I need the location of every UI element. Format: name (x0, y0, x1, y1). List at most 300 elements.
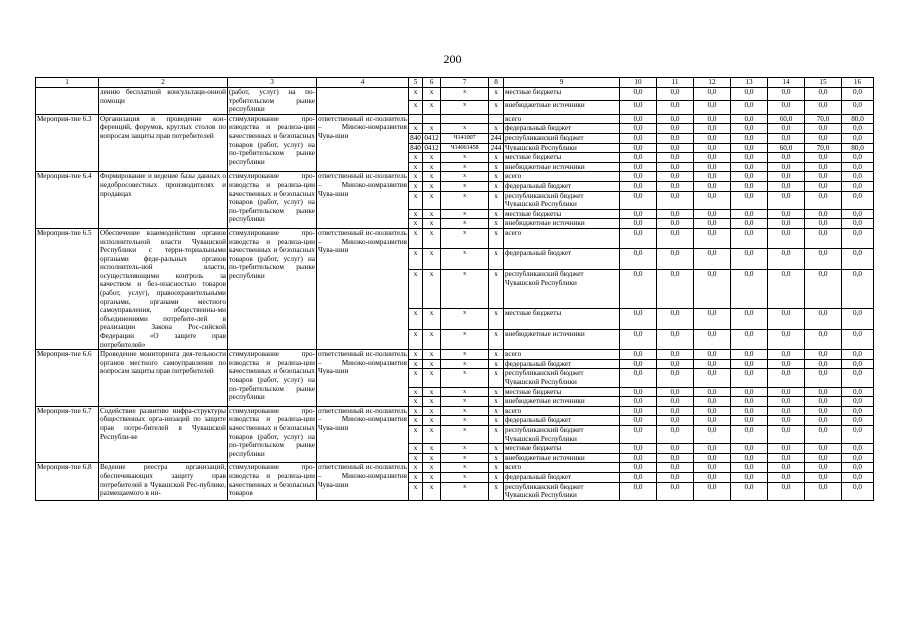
cell-expense-code: x (489, 88, 504, 101)
cell-funding-source: внебюджетные источники (504, 397, 620, 407)
cell-amount-14: 60,0 (768, 143, 805, 153)
cell-amount-11: 0,0 (657, 209, 694, 219)
cell-expense-code: x (489, 124, 504, 134)
cell-amount-12: 0,0 (694, 369, 731, 387)
event-goal: стимулирование про-изводства и реализа-ции качественных и безопасных товаров (работ, услуг) на по-требительском рынке республики (228, 350, 317, 407)
cell-admin-code: x (409, 209, 423, 219)
cell-amount-16: 0,0 (842, 472, 874, 482)
cell-amount-10: 0,0 (620, 172, 657, 182)
cell-amount-15: 0,0 (805, 387, 842, 397)
cell-amount-14: 0,0 (768, 219, 805, 229)
cell-target-code: x (441, 309, 489, 330)
cell-amount-12: 0,0 (694, 143, 731, 153)
cell-admin-code: x (409, 219, 423, 229)
cell-target-code (441, 114, 489, 124)
event-label-cont (36, 88, 99, 115)
cell-admin-code (409, 114, 423, 124)
cell-funding-source: всего (504, 463, 620, 473)
cell-amount-12: 0,0 (694, 162, 731, 172)
cell-admin-code: x (409, 472, 423, 482)
cell-section-code: x (423, 416, 441, 426)
cell-amount-14: 0,0 (768, 472, 805, 482)
cell-amount-10: 0,0 (620, 228, 657, 249)
cell-expense-code: x (489, 162, 504, 172)
cell-amount-10: 0,0 (620, 416, 657, 426)
cell-target-code: x (441, 463, 489, 473)
cell-expense-code: x (489, 359, 504, 369)
cell-amount-11: 0,0 (657, 329, 694, 350)
cell-amount-15: 0,0 (805, 309, 842, 330)
cell-amount-10: 0,0 (620, 88, 657, 101)
cell-target-code: x (441, 329, 489, 350)
cell-section-code: x (423, 209, 441, 219)
cell-section-code: x (423, 397, 441, 407)
cell-target-code: x (441, 249, 489, 270)
cell-amount-14: 0,0 (768, 425, 805, 443)
cell-amount-16: 0,0 (842, 162, 874, 172)
cell-section-code: x (423, 228, 441, 249)
cell-section-code: x (423, 309, 441, 330)
cell-amount-15: 0,0 (805, 350, 842, 360)
cell-expense-code: x (489, 387, 504, 397)
header-col-12: 12 (694, 78, 731, 88)
cell-amount-12: 0,0 (694, 416, 731, 426)
cell-amount-12: 0,0 (694, 133, 731, 143)
cell-amount-16: 0,0 (842, 397, 874, 407)
cell-target-code: Ч141007 (441, 133, 489, 143)
event-responsible: ответственный ис-полнитель – Минэко-номразвития Чува-шии (317, 114, 409, 172)
cell-amount-16: 0,0 (842, 359, 874, 369)
cell-amount-10: 0,0 (620, 472, 657, 482)
cell-amount-12: 0,0 (694, 397, 731, 407)
cell-amount-10: 0,0 (620, 114, 657, 124)
cell-expense-code: x (489, 153, 504, 163)
cell-amount-10: 0,0 (620, 387, 657, 397)
cell-admin-code: 840 (410, 143, 421, 152)
cell-admin-code: x (409, 359, 423, 369)
cell-amount-15: 0,0 (805, 153, 842, 163)
cell-admin-code: x (409, 329, 423, 350)
cell-amount-16: 0,0 (842, 463, 874, 473)
cell-amount-12: 0,0 (694, 406, 731, 416)
cell-amount-12: 0,0 (694, 463, 731, 473)
cell-section-code: x (423, 463, 441, 473)
cell-amount-16: 0,0 (842, 350, 874, 360)
cell-amount-12: 0,0 (694, 124, 731, 134)
cell-amount-15: 0,0 (805, 406, 842, 416)
cell-amount-15: 0,0 (805, 359, 842, 369)
cell-amount-14: 0,0 (768, 88, 805, 101)
cell-amount-16: 0,0 (842, 453, 874, 463)
event-responsible: ответственный ис-полнитель – Минэко-номразвития Чува-шии (317, 228, 409, 349)
cell-amount-15: 0,0 (805, 101, 842, 114)
cell-funding-source: республиканский бюджет Чувашской Республики (504, 369, 620, 387)
cell-amount-14: 0,0 (768, 329, 805, 350)
cell-funding-source: всего (504, 172, 620, 182)
cell-amount-13: 0,0 (731, 369, 768, 387)
cell-amount-10: 0,0 (620, 425, 657, 443)
cell-amount-10: 0,0 (620, 181, 657, 191)
cell-amount-11: 0,0 (657, 482, 694, 500)
event-responsible: ответственный ис-полнитель – Минэко-номразвития Чува-шии (317, 350, 409, 407)
cell-admin-code: x (409, 153, 423, 163)
cell-amount-12: 0,0 (694, 191, 731, 209)
cell-amount-11: 0,0 (657, 172, 694, 182)
cell-amount-12: 0,0 (694, 309, 731, 330)
cell-amount-15: 0,0 (805, 444, 842, 454)
cell-funding-source: федеральный бюджет (504, 124, 620, 134)
event-description: Обеспечение взаимодействия органов исполнительной власти Чувашской Республики с терри-ториальными органами феде-ральных органов исполнитель-ной власти, осуществляющими контроль за качеством и без-опасностью товаров (работ, услуг), правоохранительными органами, органами местного самоуправления, общественны-ми объединениями потребите-лей в реализации Закона Рос-сийской Федерации «О защите прав потребителей» (100, 228, 226, 349)
cell-amount-10: 0,0 (620, 329, 657, 350)
cell-target-code: x (441, 416, 489, 426)
event-goal: стимулирование про-изводства и реализа-ции качественных и безопасных товаров (работ, услуг) на по-требительском рынке республики (228, 114, 317, 172)
cell-funding-source: федеральный бюджет (504, 181, 620, 191)
cell-section-code: x (423, 329, 441, 350)
cell-amount-16: 0,0 (842, 387, 874, 397)
cell-amount-12: 0,0 (694, 359, 731, 369)
program-table (35, 77, 874, 501)
cell-target-code: x (441, 101, 489, 114)
cell-amount-10: 0,0 (620, 453, 657, 463)
cell-expense-code: x (489, 416, 504, 426)
cell-target-code: x (441, 270, 489, 309)
cell-expense-code: x (489, 191, 504, 209)
cell-amount-11: 0,0 (657, 369, 694, 387)
cell-amount-16: 0,0 (842, 133, 874, 143)
event-responsible (317, 88, 409, 115)
cell-amount-13: 0,0 (731, 425, 768, 443)
header-col-6: 6 (423, 78, 441, 88)
cell-amount-13: 0,0 (731, 309, 768, 330)
table-row (36, 88, 874, 101)
cell-amount-12: 0,0 (694, 350, 731, 360)
cell-amount-12: 0,0 (694, 101, 731, 114)
cell-amount-12: 0,0 (694, 219, 731, 229)
cell-amount-14: 0,0 (768, 133, 805, 143)
cell-target-code: x (441, 219, 489, 229)
cell-section-code: 0412 (424, 133, 439, 142)
cell-expense-code: x (489, 350, 504, 360)
cell-amount-15: 0,0 (805, 172, 842, 182)
cell-amount-14: 0,0 (768, 101, 805, 114)
cell-amount-15: 0,0 (805, 191, 842, 209)
cell-amount-16: 0,0 (842, 425, 874, 443)
cell-amount-14: 0,0 (768, 172, 805, 182)
cell-target-code: x (441, 425, 489, 443)
cell-expense-code: x (489, 453, 504, 463)
cell-amount-14: 0,0 (768, 369, 805, 387)
cell-amount-13: 0,0 (731, 191, 768, 209)
cell-section-code: x (423, 270, 441, 309)
cell-funding-source: внебюджетные источники (504, 329, 620, 350)
cell-section-code: x (423, 425, 441, 443)
cell-amount-10: 0,0 (620, 350, 657, 360)
cell-amount-13: 0,0 (731, 219, 768, 229)
cell-amount-16: 0,0 (842, 249, 874, 270)
cell-amount-11: 0,0 (657, 359, 694, 369)
cell-amount-13: 0,0 (731, 153, 768, 163)
cell-amount-11: 0,0 (657, 124, 694, 134)
cell-amount-11: 0,0 (657, 88, 694, 101)
cell-amount-15: 0,0 (805, 181, 842, 191)
cell-amount-16: 0,0 (842, 406, 874, 416)
header-col-13: 13 (731, 78, 768, 88)
cell-admin-code: x (409, 453, 423, 463)
cell-amount-14: 0,0 (768, 397, 805, 407)
cell-expense-code (489, 114, 504, 124)
cell-amount-11: 0,0 (657, 406, 694, 416)
cell-target-code: x (441, 181, 489, 191)
cell-expense-code: x (489, 228, 504, 249)
cell-amount-14: 0,0 (768, 181, 805, 191)
cell-funding-source: республиканский бюджет Чувашской Республики (504, 191, 620, 209)
cell-amount-10: 0,0 (620, 270, 657, 309)
cell-target-code: x (441, 369, 489, 387)
cell-admin-code: x (409, 249, 423, 270)
cell-amount-11: 0,0 (657, 472, 694, 482)
event-goal: стимулирование про-изводства и реализа-ции качественных и безопасных товаров (работ, услуг) на по-требительском рынке республики (228, 228, 317, 349)
event-label: Мероприя-тие 6.5 (36, 228, 99, 349)
cell-amount-14: 0,0 (768, 453, 805, 463)
cell-amount-12: 0,0 (694, 88, 731, 101)
cell-section-code: x (423, 453, 441, 463)
cell-funding-source: местные бюджеты (504, 209, 620, 219)
cell-expense-code: x (489, 172, 504, 182)
cell-amount-13: 0,0 (731, 453, 768, 463)
cell-funding-source: республиканский бюджет Чувашской Республики (504, 425, 620, 443)
cell-amount-16: 0,0 (842, 444, 874, 454)
cell-amount-15: 0,0 (805, 425, 842, 443)
cell-amount-15: 70,0 (805, 143, 842, 153)
cell-amount-11: 0,0 (657, 270, 694, 309)
cell-funding-source: всего (504, 114, 620, 124)
cell-amount-13: 0,0 (731, 162, 768, 172)
cell-funding-source: местные бюджеты (504, 153, 620, 163)
cell-amount-12: 0,0 (694, 114, 731, 124)
cell-amount-14: 0,0 (768, 191, 805, 209)
cell-amount-14: 0,0 (768, 228, 805, 249)
cell-funding-source: местные бюджеты (504, 444, 620, 454)
cell-target-code: x (441, 209, 489, 219)
cell-amount-11: 0,0 (657, 249, 694, 270)
cell-expense-code: x (489, 397, 504, 407)
cell-target-code: x (441, 228, 489, 249)
cell-amount-13: 0,0 (731, 397, 768, 407)
cell-funding-source: республиканский бюджет Чувашской Республики (504, 270, 620, 309)
cell-amount-12: 0,0 (694, 153, 731, 163)
cell-admin-code: x (409, 482, 423, 500)
cell-amount-12: 0,0 (694, 270, 731, 309)
cell-amount-10: 0,0 (620, 191, 657, 209)
header-col-7: 7 (441, 78, 489, 88)
cell-amount-13: 0,0 (731, 444, 768, 454)
cell-admin-code: x (409, 191, 423, 209)
cell-amount-10: 0,0 (620, 463, 657, 473)
cell-section-code: x (423, 101, 441, 114)
cell-amount-16: 0,0 (842, 101, 874, 114)
event-goal: стимулирование про-изводства и реализа-ции качественных и безопасных товаров (228, 463, 317, 500)
cell-amount-15: 0,0 (805, 270, 842, 309)
header-col-4: 4 (317, 78, 409, 88)
cell-amount-12: 0,0 (694, 472, 731, 482)
cell-target-code: x (441, 444, 489, 454)
cell-amount-13: 0,0 (731, 482, 768, 500)
cell-expense-code: x (489, 482, 504, 500)
cell-section-code: 0412 (424, 143, 439, 152)
cell-amount-16: 0,0 (842, 482, 874, 500)
cell-amount-13: 0,0 (731, 249, 768, 270)
cell-target-code: x (441, 359, 489, 369)
cell-expense-code: x (489, 209, 504, 219)
cell-amount-13: 0,0 (731, 270, 768, 309)
header-col-2: 2 (99, 78, 228, 88)
cell-amount-15: 0,0 (805, 397, 842, 407)
cell-amount-11: 0,0 (657, 397, 694, 407)
event-description: Проведение мониторинга дея-тельности органов местного самоуправления по вопросам защиты прав потребителей (99, 350, 228, 407)
cell-amount-10: 0,0 (620, 359, 657, 369)
cell-funding-source: федеральный бюджет (504, 472, 620, 482)
cell-admin-code: 840 (410, 133, 421, 142)
cell-funding-source: республиканский бюджет Чувашской Республики (504, 482, 620, 500)
table-row (36, 406, 874, 416)
cell-amount-11: 0,0 (657, 101, 694, 114)
cell-amount-12: 0,0 (694, 329, 731, 350)
cell-funding-source: местные бюджеты (504, 88, 620, 101)
cell-amount-13: 0,0 (731, 416, 768, 426)
cell-amount-14: 0,0 (768, 270, 805, 309)
cell-target-code: x (441, 453, 489, 463)
header-col-16: 16 (842, 78, 874, 88)
cell-expense-code: x (489, 425, 504, 443)
cell-funding-source: местные бюджеты (504, 309, 620, 330)
header-col-1: 1 (36, 78, 99, 88)
cell-amount-15: 0,0 (805, 162, 842, 172)
event-description: Организация и проведение кон-ференций, форумов, круглых столов по вопросам защиты прав потребителей (99, 114, 228, 172)
cell-amount-13: 0,0 (731, 124, 768, 134)
cell-amount-10: 0,0 (620, 219, 657, 229)
cell-amount-12: 0,0 (694, 228, 731, 249)
cell-amount-11: 0,0 (657, 143, 694, 153)
cell-admin-code: x (409, 162, 423, 172)
cell-expense-code: x (489, 181, 504, 191)
cell-section-code: x (423, 472, 441, 482)
cell-target-code: Ч14061458 (441, 143, 489, 153)
cell-admin-code: x (409, 228, 423, 249)
cell-amount-13: 0,0 (731, 329, 768, 350)
cell-amount-16: 0,0 (842, 270, 874, 309)
cell-section-code: x (423, 162, 441, 172)
cell-funding-source: внебюджетные источники (504, 101, 620, 114)
cell-admin-code: x (409, 416, 423, 426)
cell-target-code: x (441, 191, 489, 209)
cell-target-code: x (441, 88, 489, 101)
cell-funding-source: федеральный бюджет (504, 359, 620, 369)
cell-section-code: x (423, 88, 441, 101)
cell-admin-code: x (409, 369, 423, 387)
cell-expense-code: x (489, 369, 504, 387)
cell-admin-code: x (409, 350, 423, 360)
cell-section-code: x (423, 219, 441, 229)
cell-funding-source: всего (504, 228, 620, 249)
cell-amount-13: 0,0 (731, 133, 768, 143)
cell-amount-12: 0,0 (694, 249, 731, 270)
cell-amount-13: 0,0 (731, 472, 768, 482)
cell-amount-13: 0,0 (731, 88, 768, 101)
header-col-3: 3 (228, 78, 317, 88)
cell-amount-15: 0,0 (805, 228, 842, 249)
cell-target-code: x (441, 172, 489, 182)
cell-amount-15: 0,0 (805, 329, 842, 350)
cell-admin-code: x (409, 101, 423, 114)
cell-admin-code: x (409, 463, 423, 473)
cell-section-code: x (423, 359, 441, 369)
event-description: Ведение реестра организаций, обеспечивающих защиту прав потребителей в Чувашской Рес-публике, размещаемого в ин- (99, 463, 228, 500)
event-responsible: ответственный ис-полнитель – Минэко-номразвития Чува-шии (317, 463, 409, 500)
cell-funding-source: всего (504, 406, 620, 416)
cell-amount-11: 0,0 (657, 463, 694, 473)
cell-amount-10: 0,0 (620, 309, 657, 330)
event-goal: стимулирование про-изводства и реализа-ции качественных и безопасных товаров (работ, услуг) на по-требительском рынке республики (228, 406, 317, 463)
header-col-15: 15 (805, 78, 842, 88)
cell-section-code: x (423, 482, 441, 500)
cell-section-code: x (423, 153, 441, 163)
cell-amount-11: 0,0 (657, 228, 694, 249)
table-row (36, 350, 874, 360)
cell-amount-11: 0,0 (657, 114, 694, 124)
cell-amount-16: 0,0 (842, 153, 874, 163)
cell-amount-11: 0,0 (657, 181, 694, 191)
event-label: Мероприя-тие 6.8 (36, 463, 99, 500)
cell-expense-code: x (489, 463, 504, 473)
cell-amount-10: 0,0 (620, 444, 657, 454)
cell-amount-16: 80,0 (842, 114, 874, 124)
cell-amount-14: 0,0 (768, 359, 805, 369)
header-col-10: 10 (620, 78, 657, 88)
header-col-14: 14 (768, 78, 805, 88)
cell-amount-16: 0,0 (842, 181, 874, 191)
cell-amount-15: 0,0 (805, 453, 842, 463)
cell-amount-11: 0,0 (657, 453, 694, 463)
cell-amount-16: 0,0 (842, 228, 874, 249)
cell-amount-14: 0,0 (768, 153, 805, 163)
cell-section-code: x (423, 181, 441, 191)
cell-amount-12: 0,0 (694, 453, 731, 463)
cell-section-code: x (423, 191, 441, 209)
cell-amount-11: 0,0 (657, 309, 694, 330)
header-col-8: 8 (489, 78, 504, 88)
cell-amount-10: 0,0 (620, 209, 657, 219)
table-row (36, 228, 874, 249)
cell-amount-10: 0,0 (620, 143, 657, 153)
cell-funding-source: внебюджетные источники (504, 162, 620, 172)
event-label: Мероприя-тие 6.3 (36, 114, 99, 172)
cell-amount-16: 0,0 (842, 219, 874, 229)
event-label: Мероприя-тие 6.6 (36, 350, 99, 407)
cell-expense-code: x (489, 472, 504, 482)
cell-admin-code: x (409, 425, 423, 443)
cell-admin-code: x (409, 444, 423, 454)
cell-admin-code: x (409, 397, 423, 407)
cell-amount-14: 60,0 (768, 114, 805, 124)
table-row (36, 78, 874, 88)
event-responsible: ответственный ис-полнитель – Минэко-номразвития Чува-шии (317, 406, 409, 463)
cell-funding-source: местные бюджеты (504, 387, 620, 397)
cell-section-code: x (423, 369, 441, 387)
cell-amount-13: 0,0 (731, 101, 768, 114)
event-description: лению бесплатной консультаци-онной помощи (99, 88, 228, 115)
cell-amount-11: 0,0 (657, 162, 694, 172)
cell-admin-code: x (409, 124, 423, 134)
